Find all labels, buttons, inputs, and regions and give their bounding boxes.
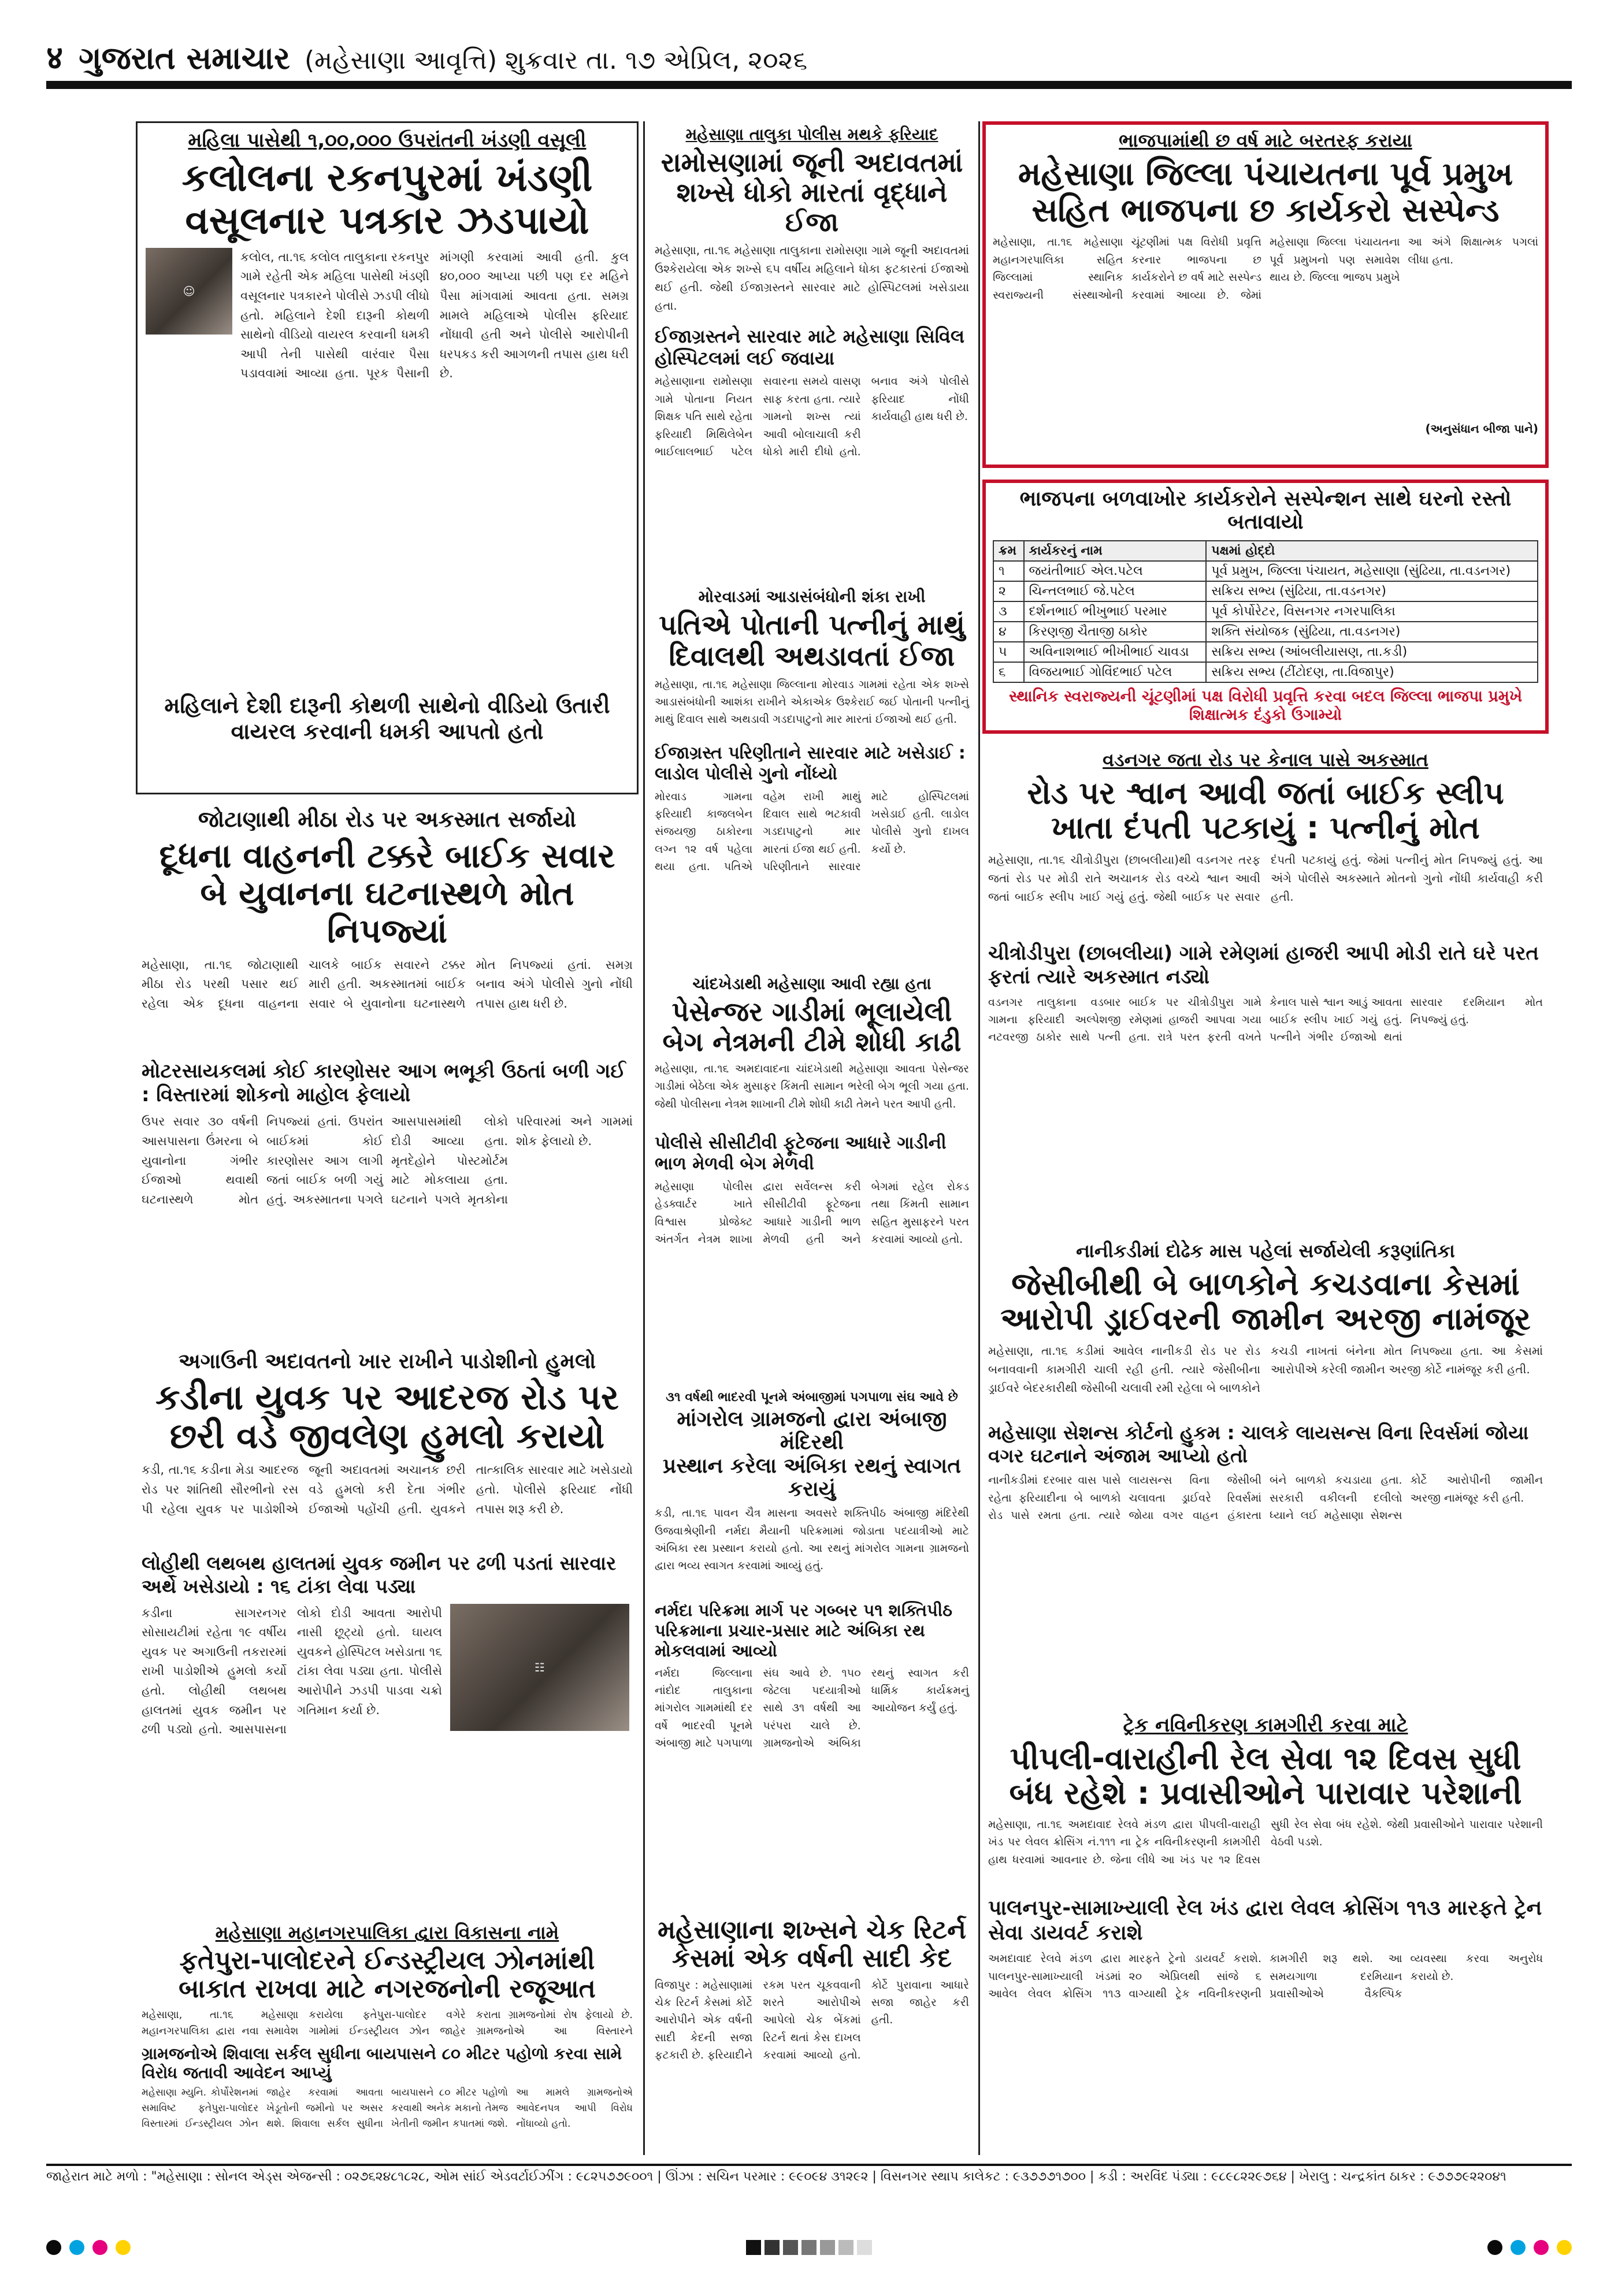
- story-kicker: ટ્રેક નવિનીકરણ કામગીરી કરવા માટે: [1123, 1714, 1408, 1737]
- story-pipli-varahi-rail: [982, 1710, 1549, 2161]
- story-body: કડીના સાગરનગર સોસાયટીમાં રહેતા ૧૯ વર્ષીય યુવક પર અગાઉની તકરારમાં રાખી પાડોશીએ હુમલો કર્યો હતો. લોહીથી લથબથ હાલતમાં યુવક જમીન પર ઢળી પડ્યો હતો. આસપાસના લોકો દોડી આવતા આરોપી નાસી છૂટ્યો હતો. ઘાયલ યુવકને હોસ્પિટલ ખસેડાતા ૧૬ ટાંકા લેવા પડ્યા હતા. પોલીસે આરોપીને ઝડપી પાડવા ચક્રો ગતિમાન કર્યા છે.: [142, 1606, 442, 1737]
- continued-note: (અનુસંધાન બીજા પાને): [1425, 422, 1538, 436]
- story-headline: પ્રસ્થાન કરેલા અંબિકા રથનું સ્વાગત કરાયું: [662, 1454, 962, 1501]
- story-subhead: પાલનપુર-સામાખ્યાલી રેલ ખંડ દ્વારા લેવલ ક્રોસિંગ ૧૧૩ મારફતે ટ્રેન સેવા ડાયવર્ટ કરાશે: [988, 1896, 1542, 1945]
- story-body: વડનગર તાલુકાના વડબાર ગામના ફરિયાદી અલ્પેશજી નટવરજી ઠાકોર સાથે પત્ની બાઈક પર ચીત્રોડીપુરા ગામે રમેણમાં હાજરી આપવા ગયા હતા. રાત્રે પરત ફરતી વખતે કેનાલ પાસે શ્વાન આડું આવતા બાઈક સ્લીપ ખાઈ ગયું હતું. પત્નીને ગંભીર ઈજાઓ થતાં સારવાર દરમિયાન મોત નિપજ્યું હતું.: [988, 995, 1543, 1044]
- story-headline: બેગ નેત્રમની ટીમે શોધી કાઢી: [662, 1026, 962, 1057]
- registration-dot: [116, 2240, 131, 2255]
- story-headline: વસૂલનાર પત્રકાર ઝડપાયો: [185, 198, 589, 243]
- story-subhead: મોટરસાયકલમાં કોઈ કારણોસર આગ ભભૂકી ઉઠતાં બળી ગઈ : વિસ્તારમાં શોકનો માહોલ ફેલાયો: [142, 1059, 626, 1106]
- story-body: કલોલ, તા.૧૬ કલોલ તાલુકાના રકનપુર ગામે રહેતી એક મહિલા પાસેથી ખંડણી વસૂલનાર પત્રકારને પોલીસે ઝડપી લીધો હતો. મહિલાને દેશી દારૂની કોથળી સાથેનો વીડિયો વાયરલ કરવાની ધમકી આપી તેની પાસેથી વારંવાર પૈસા પડાવવામાં આવ્યા હતા. પૂરક પૈસાની માંગણી કરવામાં આવી હતી. કુલ ૪૦,૦૦૦ આપ્યા પછી પણ દર મહિને પૈસા માંગવામાં આવતા હતા. સમગ્ર મામલે મહિલાએ પોલીસ ફરિયાદ નોંધાવી હતી અને પોલીસે આરોપીની ધરપકડ કરી આગળની તપાસ હાથ ધરી છે.: [240, 250, 629, 381]
- story-headline: કડીના યુવક પર આદરજ રોડ પર: [155, 1377, 619, 1418]
- story-subhead: મહેસાણા સેશન્સ કોર્ટનો હુકમ : ચાલકે લાયસન્સ વિના રિવર્સમાં જોયા વગર ઘટનાને અંજામ આપ્યો હતો: [988, 1421, 1529, 1467]
- registration-dot: [69, 2240, 84, 2255]
- story-body: મહેસાણા, તા.૧૬ મહેસાણા તાલુકાના રામોસણા ગામે જૂની અદાવતમાં ઉશ્કેરાયેલા એક શખ્સે ૬૫ વર્ષીય મહિલાને ધોકા ફટકારતાં ઈજાઓ થઈ હતી. જેથી ઈજાગ્રસ્તને સારવાર માટે હોસ્પિટલમાં ખસેડાયા હતા.: [655, 243, 969, 313]
- story-headline: મહેસાણાના શખ્સને ચેક રિટર્ન: [658, 1915, 966, 1945]
- registration-dot: [1487, 2240, 1502, 2255]
- story-body: ઉપર સવાર ૩૦ વર્ષની આસપાસના ઉંમરના બે યુવાનોના ગંભીર ઈજાઓ થવાથી ઘટનાસ્થળે મોત નિપજ્યાં હતાં. ઉપરાંત બાઈકમાં કોઈ કારણોસર આગ લાગી જતાં બાઈક બળી ગયું હતું. અકસ્માતના પગલે આસપાસમાંથી લોકો દોડી આવ્યા હતા. મૃતદેહોને પોસ્ટમોર્ટમ માટે મોકલાયા હતા. ઘટનાને પગલે મૃતકોના પરિવારમાં અને ગામમાં શોક ફેલાયો છે.: [142, 1114, 633, 1206]
- accused-photo: ☺: [146, 248, 232, 335]
- story-fatepura-industrial-zone: [136, 1918, 639, 2161]
- footer-text: જાહેરાત માટે મળો : "મહેસાણા : સોનલ એડ્સ એજન્સી : ૦૨૭૬૨૪૮૧૮૨૮, ઓમ સાંઈ એડવર્ટાઈઝીંગ : ૯૮૨૫૭૭૯૦૦૧ | ઊંઝા : સચિન પરમાર : ૯૯૦૯૪ ૩૧૨૯૨ | વિસનગર સ્થાપ કાલેકટ : ૯૩૭૭૭૧૭૦૦ | કડી : અરવિંદ પંડ્યા : ૯૮૯૮૨૨૯૭૬૪ | ખેરાલુ : ચન્દ્રકાંત ઠાકર : ૯૭૭૭૯૨૨૦૪૧: [46, 2169, 1506, 2184]
- registration-dots-right: [1487, 2240, 1572, 2255]
- story-subhead: લોહીથી લથબથ હાલતમાં યુવક જમીન પર ઢળી પડતાં સારવાર અર્થે ખસેડાયો : ૧૬ ટાંકા લેવા પડ્યા: [142, 1552, 617, 1597]
- table-cell: દર્શનભાઈ ભીખુભાઈ પરમાર: [1024, 601, 1207, 622]
- suspended-workers-box: [982, 480, 1549, 734]
- story-headline: પેસેન્જર ગાડીમાં ભૂલાયેલી: [671, 996, 952, 1027]
- story-subhead: નર્મદા પરિક્રમા માર્ગ પર ગબ્બર ૫૧ શક્તિપીઠ પરિક્રમાના પ્રચાર-પ્રસાર માટે અંબિકા રથ મોકલવામાં આવ્યો: [655, 1600, 953, 1660]
- table-cell: જયંતીભાઈ એલ.પટેલ: [1024, 561, 1207, 581]
- story-body: મહેસાણા મ્યુનિ. કોર્પોરેશનમાં સમાવિષ્ટ ફતેપુરા-પાલોદર વિસ્તારમાં ઈન્ડસ્ટ્રીયલ ઝોન જાહેર કરવામાં આવતા ખેડૂતોની જમીનો પર અસર થશે. શિવાલા સર્કલ સુધીના બાયપાસને ૮૦ મીટર પહોળો કરવાથી અનેક મકાનો તેમજ ખેતીની જમીન કપાતમાં જશે. આ મામલે ગ્રામજનોએ આવેદનપત્ર આપી વિરોધ નોંધાવ્યો હતો.: [142, 2086, 633, 2130]
- story-headline: દૂધના વાહનની ટક્કરે બાઈક સવાર: [159, 836, 615, 875]
- registration-dot: [46, 2240, 61, 2255]
- table-title: ભાજપના બળવાખોર કાર્યકરોને સસ્પેન્શન સાથે ઘરનો રસ્તો બતાવાયો: [1019, 487, 1512, 534]
- story-body: મહેસાણાના રામોસણા ગામે પોતાના નિયત શિક્ષક પતિ સાથે રહેતા ફરિયાદી મિથિલેબેન ભાઈલાલભાઈ પટેલ સવારના સમયે વાસણ સાફ કરતા હતા. ત્યારે ગામનો શખ્સ ત્યાં આવી બોલાચાલી કરી ધોકો મારી દીધો હતો. બનાવ અંગે પોલીસે ફરિયાદ નોંધી કાર્યવાહી હાથ ધરી છે.: [655, 375, 969, 458]
- table-cell: સક્રિય સભ્ય (સુંઢિયા, તા.વડનગર): [1206, 581, 1538, 601]
- greyscale-strip: [746, 2240, 872, 2255]
- story-subhead: મહિલાને દેશી દારૂની કોથળી સાથેનો વીડિયો ઉતારી વાયરલ કરવાની ધમકી આપતો હતો: [164, 692, 610, 745]
- table-row: [993, 662, 1538, 682]
- story-headline: કલોલના રકનપુરમાં ખંડણી: [181, 155, 593, 200]
- story-kicker: મોરવાડમાં આડાસંબંધોની શંકા રાખી: [698, 587, 926, 606]
- story-headline: છરી વડે જીવલેણ હુમલો કરાયો: [169, 1416, 605, 1457]
- story-headline: રામોસણામાં જૂની અદાવતમાં: [660, 147, 963, 178]
- story-headline: ખાતા દંપતી પટકાયું : પત્નીનું મોત: [1051, 809, 1480, 846]
- registration-dots-left: [46, 2240, 131, 2255]
- story-body: મહેસાણા, તા.૧૬ અમદાવાદના ચાંદખેડાથી મહેસાણા આવતા પેસેન્જર ગાડીમાં બેઠેલા એક મુસાફર કિંમતી સામાન ભરેલી બેગ ભૂલી ગયા હતા. જેથી પોલીસના નેત્રમ શાખાની ટીમે શોધી કાઢી તેમને પરત આપી હતી.: [655, 1062, 969, 1110]
- story-subhead: ઈજાગ્રસ્તને સારવાર માટે મહેસાણા સિવિલ હોસ્પિટલમાં લઈ જવાયા: [655, 325, 965, 369]
- story-kicker: નાનીકડીમાં દોઢેક માસ પહેલાં સર્જાયેલી કરૂણાંતિકા: [1076, 1240, 1455, 1262]
- story-kicker: ૩૧ વર્ષથી ભાદરવી પૂનમે અંબાજીમાં પગપાળા સંઘ આવે છે: [666, 1390, 958, 1405]
- story-headline: બે યુવાનના ઘટનાસ્થળે મોત નિપજ્યાં: [200, 873, 574, 950]
- story-body: મહેસાણા, તા.૧૬ અમદાવાદ રેલવે મંડળ દ્વારા પીપલી-વારાહી ખંડ પર લેવલ ક્રોસિંગ નં.૧૧૧ ના ટ્રેક નવિનીકરણની કામગીરી હાથ ધરવામાં આવનાર છે. જેના લીધે આ ખંડ પર ૧૨ દિવસ સુધી રેલ સેવા બંધ રહેશે. જેથી પ્રવાસીઓને પારાવાર પરેશાની વેઠવી પડશે.: [988, 1818, 1543, 1866]
- story-body: મહેસાણા, તા.૧૬ મહેસાણા મહાનગરપાલિકા સહિત જિલ્લામાં સ્થાનિક સ્વરાજ્યની સંસ્થાઓની ચૂંટણીમાં પક્ષ વિરોધી પ્રવૃત્તિ કરનાર ભાજપના છ કાર્યકરોને છ વર્ષ માટે સસ્પેન્ડ કરવામાં આવ્યા છે. જેમાં મહેસાણા જિલ્લા પંચાયતના પૂર્વ પ્રમુખનો પણ સમાવેશ થાય છે. જિલ્લા ભાજપ પ્રમુખે આ અંગે શિક્ષાત્મક પગલાં લીધા હતા.: [993, 236, 1538, 302]
- table-header: કાર્યકરનું નામ: [1024, 541, 1207, 561]
- story-headline: દિવાલથી અથડાવતાં ઈજા: [669, 640, 955, 673]
- story-kicker: ભાજપામાંથી છ વર્ષ માટે બરતરફ કરાયા: [1119, 129, 1412, 151]
- table-cell: શક્તિ સંયોજક (સુંઢિયા, તા.વડનગર): [1206, 622, 1538, 642]
- story-body: અમદાવાદ રેલવે મંડળ દ્વારા પાલનપુર-સામાખ્યાલી ખંડમાં આવેલ લેવલ ક્રોસિંગ ૧૧૩ મારફતે ટ્રેનો ડાયવર્ટ કરાશે. ૨૦ એપ્રિલથી સાંજે ૬ વાગ્યાથી ટ્રેક નવિનીકરણની કામગીરી શરૂ થશે. આ સમયગાળા દરમિયાન પ્રવાસીઓએ વૈકલ્પિક વ્યવસ્થા કરવા અનુરોધ કરાયો છે.: [988, 1952, 1543, 2001]
- table-row: [993, 561, 1538, 581]
- story-kicker: ચાંદખેડાથી મહેસાણા આવી રહ્યા હતા: [692, 974, 932, 993]
- table-cell: ૨: [993, 581, 1024, 601]
- table-cell: ૫: [993, 642, 1024, 662]
- story-headline: બંધ રહેશે : પ્રવાસીઓને પારાવાર પરેશાની: [1009, 1775, 1522, 1812]
- story-headline: કેસમાં એક વર્ષની સાદી કેદ: [672, 1944, 952, 1974]
- story-body: મહેસાણા, તા.૧૬ મહેસાણા જિલ્લાના મોરવાડ ગામમાં રહેતા એક શખ્સે આડાસંબંધોની આશંકા રાખીને એકાએક ઉશ્કેરાઈ જઈ પોતાની પત્નીનું માથું દિવાલ સાથે અથડાવી ગડદાપાટુનો માર મારતાં ઈજાઓ થઈ હતી.: [655, 678, 969, 726]
- table-cell: સક્રિય સભ્ય (ટીંટોદણ, તા.વિજાપુર): [1206, 662, 1538, 682]
- suspended-workers-table: [993, 540, 1538, 683]
- story-kicker: જોટાણાથી મીઠા રોડ પર અકસ્માત સર્જાયો: [198, 807, 577, 832]
- table-row: [993, 622, 1538, 642]
- story-headline: પતિએ પોતાની પત્નીનું માથું: [659, 609, 965, 641]
- story-headline: ફતેપુરા-પાલોદરને ઈન્ડસ્ટ્રીયલ ઝોનમાંથી: [179, 1946, 595, 1975]
- story-body: નાનીકડીમાં દરબાર વાસ પાસે રહેતા ફરિયાદીના બે બાળકો રોડ પાસે રમતા હતા. ત્યારે લાયસન્સ વિના જેસીબી ચલાવતા ડ્રાઈવરે રિવર્સમાં જોયા વગર વાહન હંકારતા બંને બાળકો કચડાયા હતા. સરકારી વકીલની દલીલો ધ્યાને લઈ મહેસાણા સેશન્સ કોર્ટે આરોપીની જામીન અરજી નામંજૂર કરી હતી.: [988, 1474, 1543, 1522]
- table-header: ક્રમ: [993, 541, 1024, 561]
- table-cell: ૬: [993, 662, 1024, 682]
- story-headline: જેસીબીથી બે બાળકોને કચડવાના કેસમાં: [1011, 1266, 1520, 1302]
- story-vadnagar-dog-accident: [982, 745, 1549, 1225]
- table-cell: ૪: [993, 622, 1024, 642]
- table-caption: સ્થાનિક સ્વરાજ્યની ચૂંટણીમાં પક્ષ વિરોધી પ્રવૃત્તિ કરવા બદલ જિલ્લા ભાજપા પ્રમુખે શિક્ષાત્મક દંડુકો ઉગામ્યો: [1008, 687, 1523, 725]
- story-kicker: મહેસાણા તાલુકા પોલીસ મથકે ફરિયાદ: [685, 125, 938, 144]
- story-body: નર્મદા જિલ્લાના નાંદોદ તાલુકાના માંગરોલ ગામમાંથી દર વર્ષે ભાદરવી પૂનમે અંબાજી માટે પગપાળા સંઘ આવે છે. ૧૫૦ જેટલા પદયાત્રીઓ સાથે ૩૧ વર્ષથી આ પરંપરા ચાલે છે. ગ્રામજનોએ અંબિકા રથનું સ્વાગત કરી ધાર્મિક કાર્યક્રમનું આયોજન કર્યું હતું.: [655, 1666, 969, 1750]
- story-bjp-suspension: [982, 121, 1549, 468]
- story-headline: રોડ પર શ્વાન આવી જતાં બાઈક સ્લીપ: [1027, 775, 1504, 811]
- story-headline: સહિત ભાજપના છ કાર્યકરો સસ્પેન્ડ: [1031, 191, 1500, 229]
- column-divider: [978, 121, 980, 2155]
- story-body: વિજાપુર : મહેસાણામાં ચેક રિટર્ન કેસમાં કોર્ટે આરોપીને એક વર્ષની સાદી કેદની સજા ફટકારી છે. ફરિયાદીને રકમ પરત ચૂકવવાની શરતે આરોપીએ આપેલો ચેક બેંકમાં રિટર્ન થતાં કેસ દાખલ કરવામાં આવ્યો હતો. કોર્ટે પુરાવાના આધારે સજા જાહેર કરી હતી.: [655, 1978, 969, 2062]
- column-divider: [643, 121, 645, 2155]
- story-kicker: વડનગર જતા રોડ પર કેનાલ પાસે અકસ્માત: [1103, 749, 1428, 771]
- story-kalol-extortion: [136, 121, 639, 794]
- story-netram-bag-recovery: [650, 971, 974, 1381]
- registration-dot: [1534, 2240, 1549, 2255]
- story-body: કડી, તા.૧૬ પાવન ચૈત્ર માસના અવસરે શક્તિપીઠ અંબાજી મંદિરેથી ઉજવાશ્રેણીની નર્મદા મૈયાની પરિક્રમામાં જોડાતા પદયાત્રીઓ માટે અંબિકા રથ પ્રસ્થાન કરાયો હતો. આ રથનું માંગરોલ ગામના ગ્રામજનો દ્વારા ભવ્ય સ્વાગત કરવામાં આવ્યું હતું.: [655, 1507, 969, 1573]
- print-registration-marks: [46, 2230, 1572, 2265]
- table-cell: ચિન્તલભાઈ જે.પટેલ: [1024, 581, 1207, 601]
- table-row: [993, 642, 1538, 662]
- story-body: મહેસાણા પોલીસ હેડક્વાર્ટર ખાતે વિશ્વાસ પ્રોજેક્ટ અંતર્ગત નેત્રમ શાખા દ્વારા સર્વેલન્સ કરી સીસીટીવી ફૂટેજના આધારે ગાડીની ભાળ મેળવી હતી અને બેગમાં રહેલ રોકડ તથા કિંમતી સામાન સહિત મુસાફરને પરત કરવામાં આવ્યો હતો.: [655, 1180, 969, 1246]
- story-body: મોરવાડ ગામના ફરિયાદી કાજલબેન સંજયજી ઠાકોરના લગ્ન ૧૨ વર્ષ પહેલા થયા હતા. પતિએ વહેમ રાખી માથું દિવાલ સાથે ભટકાવી ગડદાપાટુનો માર મારતાં ઈજા થઈ હતી. પરિણીતાને સારવાર માટે હોસ્પિટલમાં ખસેડાઈ હતી. લાડોલ પોલીસે ગુનો દાખલ કર્યો છે.: [655, 790, 969, 874]
- story-mangrol-ambika-rath: [650, 1387, 974, 1907]
- edition-info: (મહેસાણા આવૃત્તિ) શુક્રવાર તા. ૧૭ એપ્રિલ, ૨૦૨૬: [305, 46, 808, 75]
- table-cell: સક્રિય સભ્ય (આંબલીયાસણ, તા.કડી): [1206, 642, 1538, 662]
- story-jotana-accident: [136, 803, 639, 1329]
- story-headline: પીપલી-વારાહીની રેલ સેવા ૧૨ દિવસ સુધી: [1010, 1740, 1521, 1777]
- story-headline: મહેસાણા જિલ્લા પંચાયતના પૂર્વ પ્રમુખ: [1018, 155, 1513, 193]
- story-body: મહેસાણા, તા.૧૬ મહેસાણા મહાનગરપાલિકા દ્વારા નવા સમાવેશ કરાયેલા ફતેપુરા-પાલોદર વગેરે ગામોમાં ઈન્ડસ્ટ્રીયલ ઝોન જાહેર કરાતા ગ્રામજનોમાં રોષ ફેલાયો છે. ગ્રામજનોએ આ વિસ્તારને: [142, 2008, 633, 2038]
- story-ramosana-assault: [650, 121, 974, 578]
- table-cell: પૂર્વ કોર્પોરેટર, વિસનગર નગરપાલિકા: [1206, 601, 1538, 622]
- story-headline: શખ્સે ધોકો મારતાં વૃદ્ધાને ઈજા: [676, 176, 948, 238]
- story-kicker: મહેસાણા મહાનગરપાલિકા દ્વારા વિકાસના નામે: [215, 1922, 559, 1944]
- story-morvad-domestic-violence: [650, 584, 974, 965]
- story-cheque-return: [650, 1912, 974, 2161]
- story-headline: માંગરોલ ગ્રામજનો દ્વારા અંબાજી મંદિરથી: [677, 1407, 947, 1455]
- table-cell: ૩: [993, 601, 1024, 622]
- story-subhead: ગ્રામજનોએ શિવાલા સર્કલ સુધીના બાયપાસને ૮૦ મીટર પહોળો કરવા સામે વિરોધ જતાવી આવેદન આપ્યું: [142, 2044, 622, 2083]
- victim-photo: ☷: [450, 1604, 629, 1731]
- story-headline: બાકાત રાખવા માટે નગરજનોની રજૂઆત: [179, 1974, 596, 2004]
- masthead-logo: ગુજરાત સમાચાર: [79, 40, 290, 76]
- story-subhead: ચીત્રોડીપુરા (છાબલીયા) ગામે રમેણમાં હાજરી આપી મોડી રાતે ઘરે પરત ફરતાં ત્યારે અકસ્માત નડ્યો: [988, 941, 1539, 989]
- story-kadi-attack: [136, 1346, 639, 1912]
- registration-dot: [1511, 2240, 1526, 2255]
- table-cell: કિરણજી ચૈતાજી ઠાકોર: [1024, 622, 1207, 642]
- story-subhead: ઈજાગ્રસ્ત પરિણીતાને સારવાર માટે ખસેડાઈ : લાડોલ પોલીસે ગુનો નોંધ્યો: [655, 742, 966, 784]
- story-headline: આરોપી ડ્રાઈવરની જામીન અરજી નામંજૂર: [1000, 1301, 1531, 1338]
- story-body: મહેસાણા, તા.૧૬ ચીત્રોડીપુરા (છાબલીયા)થી વડનગર તરફ જતાં રોડ પર મોડી રાતે અચાનક રોડ વચ્ચે શ્વાન આવી જતાં બાઈક સ્લીપ ખાઈ ગયું હતું. જેથી બાઈક પર સવાર દંપતી પટકાયું હતું. જેમાં પત્નીનું મોત નિપજ્યું હતું. આ અંગે પોલીસે અકસ્માતે મોતનો ગુનો નોંધી કાર્યવાહી કરી હતી.: [988, 852, 1543, 904]
- story-body: મહેસાણા, તા.૧૬ જોટાણાથી મીઠા રોડ પરથી પસાર થઈ રહેલા એક દૂધના વાહનના ચાલકે બાઈક સવારને ટક્કર મારી હતી. અકસ્માતમાં બાઈક સવાર બે યુવાનોના ઘટનાસ્થળે મોત નિપજ્યાં હતાં. સમગ્ર બનાવ અંગે પોલીસે ગુનો નોંધી તપાસ હાથ ધરી છે.: [142, 957, 633, 1011]
- story-kicker: મહિલા પાસેથી ૧,૦૦,૦૦૦ ઉપરાંતની ખંડણી વસૂલી: [188, 129, 587, 152]
- story-nanikadi-jcb: [982, 1236, 1549, 1704]
- registration-dot: [92, 2240, 107, 2255]
- table-cell: ૧: [993, 561, 1024, 581]
- table-row: [993, 581, 1538, 601]
- header-rule: [46, 81, 1572, 89]
- table-cell: વિજયભાઈ ગોવિંદભાઈ પટેલ: [1024, 662, 1207, 682]
- story-kicker: અગાઉની અદાવતનો ખાર રાખીને પાડોશીનો હુમલો: [178, 1350, 596, 1373]
- page-number: ४: [46, 39, 64, 77]
- advertising-contacts-footer: [46, 2164, 1572, 2187]
- story-body: કડી, તા.૧૬ કડીના મેડા આદરજ રોડ પર શાંતિથી સૌરભીનો રસ પી રહેલા યુવક પર પાડોશીએ જૂની અદાવતમાં અચાનક છરી વડે હુમલો કરી દેતા ગંભીર ઈજાઓ પહોંચી હતી. યુવકને તાત્કાલિક સારવાર માટે ખસેડાયો હતો. પોલીસે ફરિયાદ નોંધી તપાસ શરૂ કરી છે.: [142, 1463, 633, 1516]
- table-cell: પૂર્વ પ્રમુખ, જિલ્લા પંચાયત, મહેસાણા (સુંઢિયા, તા.વડનગર): [1206, 561, 1538, 581]
- table-row: [993, 601, 1538, 622]
- story-subhead: પોલીસે સીસીટીવી ફૂટેજના આધારે ગાડીની ભાળ મેળવી બેગ મેળવી: [655, 1133, 947, 1175]
- table-cell: અવિનાશભાઈ ભીખીભાઈ ચાવડા: [1024, 642, 1207, 662]
- table-header: પક્ષમાં હોદ્દો: [1206, 541, 1538, 561]
- story-body: મહેસાણા, તા.૧૬ કડીમાં આવેલ નાનીકડી રોડ પર રોડ બનાવવાની કામગીરી ચાલી રહી હતી. ત્યારે જેસીબીના ડ્રાઈવરે બેદરકારીથી જેસીબી ચલાવી રમી રહેલા બે બાળકોને કચડી નાખતાં બંનેના મોત નિપજ્યા હતા. આ કેસમાં આરોપીએ કરેલી જામીન અરજી કોર્ટે નામંજૂર કરી હતી.: [988, 1343, 1543, 1395]
- registration-dot: [1557, 2240, 1572, 2255]
